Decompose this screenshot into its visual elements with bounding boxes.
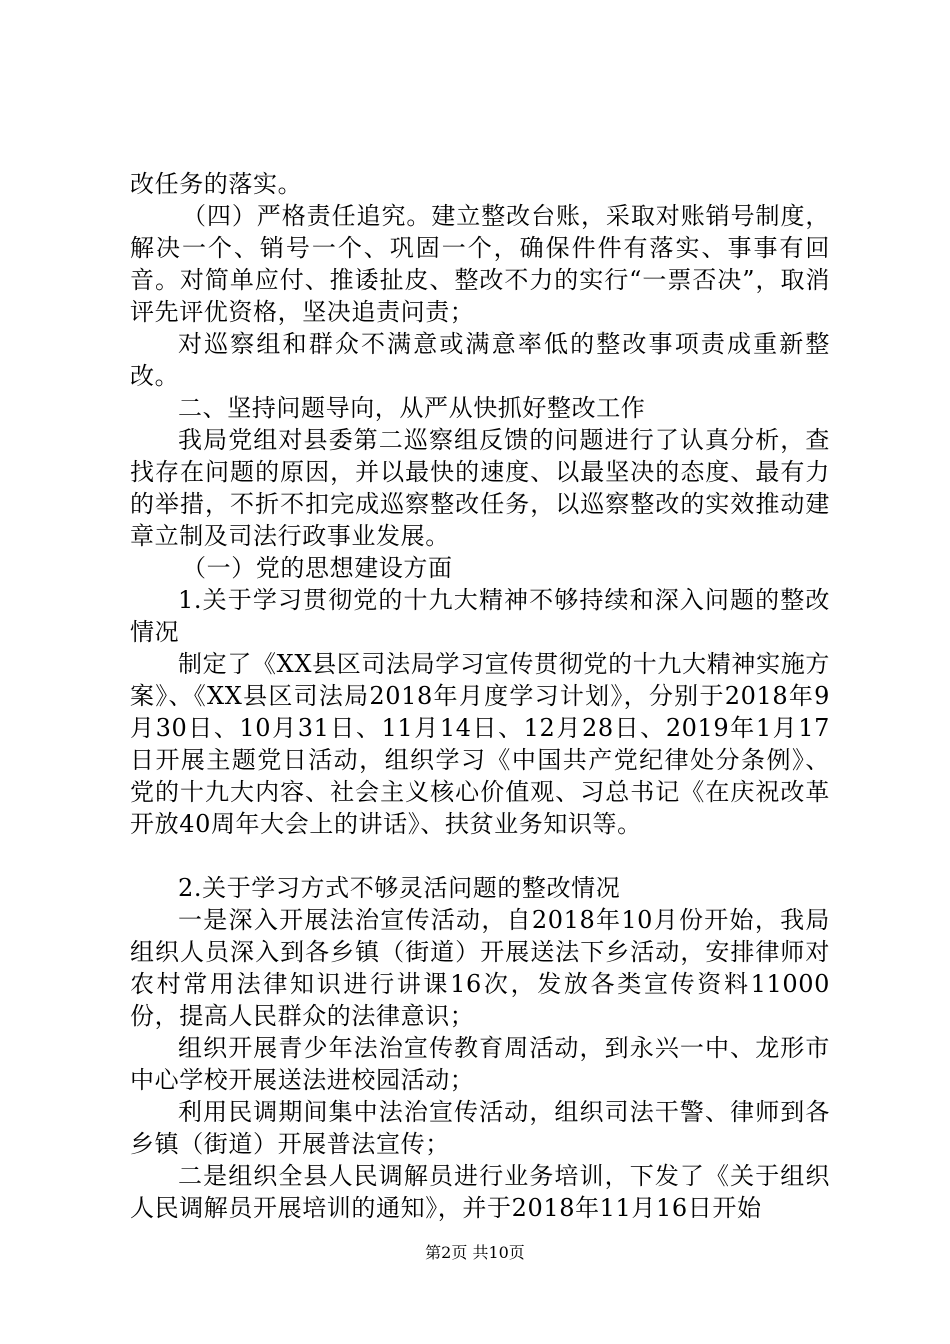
section-heading-2: 二、坚持问题导向，从严从快抓好整改工作: [178, 394, 646, 422]
paragraph-youth-week: 组织开展青少年法治宣传教育周活动，到永兴一中、龙形市中心学校开展送法进校园活动；: [130, 1034, 830, 1094]
paragraph-section-4: （四）严格责任追究。建立整改台账，采取对账销号制度，解决一个、销号一个、巩固一个，确保件件有落实、事事有回音。对简单应付、推诿扯皮、整改不力的实行“一票否决”，取消评先评优资格，坚决追责问责；: [130, 202, 830, 326]
page-number: 第2页 共10页: [425, 1243, 525, 1262]
document-body: [130, 168, 830, 1224]
subsection-heading-1: （一）党的思想建设方面: [182, 554, 453, 582]
paragraph-law-publicity: 一是深入开展法治宣传活动，自2018年10月份开始，我局组织人员深入到各乡镇（街道）开展送法下乡活动，安排律师对农村常用法律知识进行讲课16次，发放各类宣传资料11000份，提高人民群众的法律意识；: [130, 906, 830, 1030]
paragraph-survey-publicity: 利用民调期间集中法治宣传活动，组织司法干警、律师到各乡镇（街道）开展普法宣传；: [130, 1098, 830, 1158]
paragraph-rectify-again: 对巡察组和群众不满意或满意率低的整改事项责成重新整改。: [130, 330, 830, 390]
paragraph-analysis: 我局党组对县委第二巡察组反馈的问题进行了认真分析，查找存在问题的原因，并以最快的速度、以最坚决的态度、最有力的举措，不折不扣完成巡察整改任务，以巡察整改的实效推动建章立制及司法行政事业发展。: [130, 426, 830, 550]
paragraph-gap: [130, 840, 830, 872]
item-heading-2: 2.关于学习方式不够灵活问题的整改情况: [178, 874, 621, 902]
item-heading-1: 1.关于学习贯彻党的十九大精神不够持续和深入问题的整改情况: [130, 586, 830, 646]
paragraph-continuation: 改任务的落实。: [130, 170, 303, 198]
paragraph-study-plan: 制定了《XX县区司法局学习宣传贯彻党的十九大精神实施方案》、《XX县区司法局2018年月度学习计划》，分别于2018年9月30日、10月31日、11月14日、12月28日、2019年1月17日开展主题党日活动，组织学习《中国共产党纪律处分条例》、党的十九大内容、社会主义核心价值观、习总书记《在庆祝改革开放40周年大会上的讲话》、扶贫业务知识等。: [130, 650, 830, 838]
paragraph-mediator-training: 二是组织全县人民调解员进行业务培训，下发了《关于组织人民调解员开展培训的通知》，并于2018年11月16日开始: [130, 1162, 830, 1222]
